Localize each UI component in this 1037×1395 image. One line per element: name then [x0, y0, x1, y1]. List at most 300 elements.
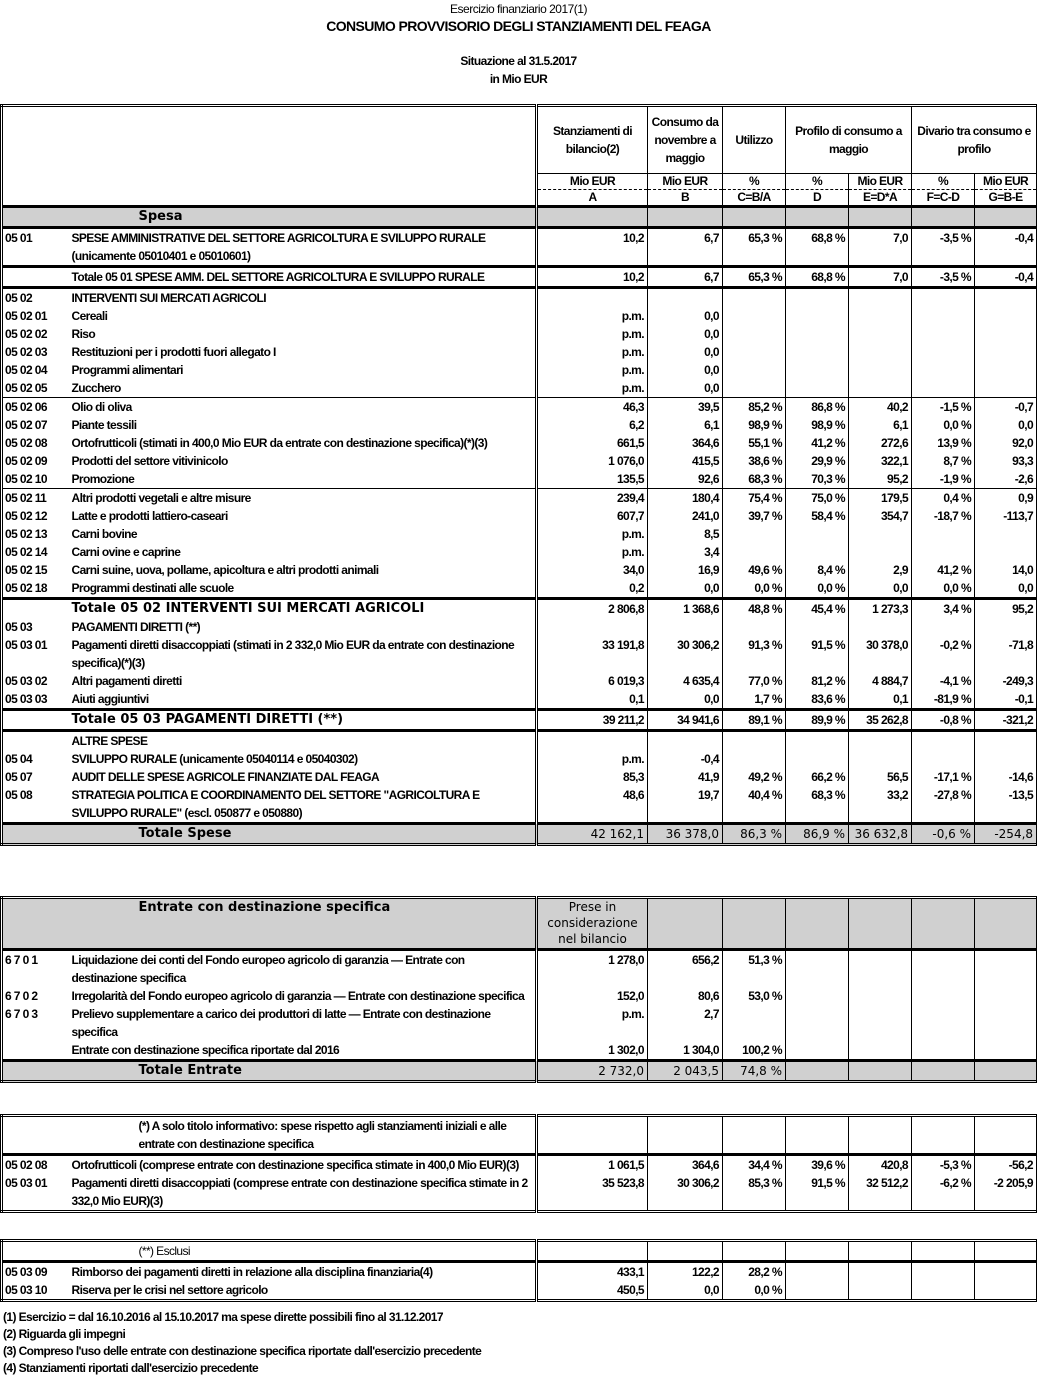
unit-label: % — [723, 174, 786, 190]
row-code: 05 02 08 — [2, 434, 69, 452]
value-g: -321,2 — [975, 710, 1037, 731]
value-b: 180,4 — [648, 489, 723, 508]
value-e: 35 262,8 — [849, 710, 912, 731]
value-b: 0,0 — [648, 325, 723, 343]
value-g: -56,2 — [975, 1155, 1037, 1175]
total-c: 74,8 % — [723, 1061, 786, 1082]
table-row — [2, 507, 1037, 525]
table-row — [2, 579, 1037, 599]
value-c: 0,0 % — [723, 579, 786, 599]
value-e: 30 378,0 — [849, 636, 912, 672]
value-d: 29,9 % — [786, 452, 849, 470]
value-e — [849, 618, 912, 636]
value-a: 661,5 — [537, 434, 648, 452]
value-f: -4,1 % — [912, 672, 975, 690]
table-row — [2, 1281, 1037, 1301]
value-f — [912, 361, 975, 379]
row-code: 05 04 — [2, 750, 69, 768]
value-a: 239,4 — [537, 489, 648, 508]
value-a: p.m. — [537, 543, 648, 561]
table-row — [2, 786, 1037, 824]
excluded-label: (**) Esclusi — [69, 1241, 537, 1262]
row-code: 05 01 — [2, 228, 69, 267]
row-description: Prodotti del settore vitivinicolo — [69, 452, 537, 470]
value-g — [975, 361, 1037, 379]
row-code: 05 02 13 — [2, 525, 69, 543]
row-code: 6 7 0 1 — [2, 950, 69, 988]
value-a: 35 523,8 — [537, 1174, 648, 1212]
value-e — [849, 343, 912, 361]
value-g: -0,4 — [975, 228, 1037, 267]
table-row — [2, 710, 1037, 731]
value-c: 100,2 % — [723, 1041, 786, 1061]
value-f — [912, 543, 975, 561]
value-b: 122,2 — [648, 1262, 723, 1282]
unit-label: % — [786, 174, 849, 190]
value-a: 85,3 — [537, 768, 648, 786]
value-g — [975, 379, 1037, 398]
row-description: INTERVENTI SUI MERCATI AGRICOLI — [69, 288, 537, 308]
value-c: 68,3 % — [723, 470, 786, 489]
col-header-b: Consumo da novembre a maggio — [648, 106, 723, 174]
value-c: 39,7 % — [723, 507, 786, 525]
value-f: -5,3 % — [912, 1155, 975, 1175]
total-b: 2 043,5 — [648, 1061, 723, 1082]
row-description: PAGAMENTI DIRETTI (**) — [69, 618, 537, 636]
row-description: Ortofrutticoli (comprese entrate con destinazione specifica stimate in 400,0 Mio EUR)(3) — [69, 1155, 537, 1175]
value-e: 420,8 — [849, 1155, 912, 1175]
total-a: 2 732,0 — [537, 1061, 648, 1082]
table-row — [2, 731, 1037, 751]
total-e: 36 632,8 — [849, 824, 912, 845]
table-row — [2, 599, 1037, 619]
value-a — [537, 618, 648, 636]
value-a: 34,0 — [537, 561, 648, 579]
value-e: 7,0 — [849, 267, 912, 288]
value-d: 81,2 % — [786, 672, 849, 690]
row-code: 05 02 02 — [2, 325, 69, 343]
formula-label: G=B-E — [975, 190, 1037, 207]
value-a: 10,2 — [537, 267, 648, 288]
row-code: 05 03 01 — [2, 1174, 69, 1212]
unit-label: Mio EUR — [975, 174, 1037, 190]
total-g: -254,8 — [975, 824, 1037, 845]
row-description: Ortofrutticoli (stimati in 400,0 Mio EUR da entrate con destinazione specifica)(*)(3) — [69, 434, 537, 452]
fiscal-year: Esercizio finanziario 2017(1) — [450, 2, 587, 16]
section-label-entrate: Entrate con destinazione specifica — [69, 898, 537, 950]
value-c — [723, 379, 786, 398]
row-code: 05 03 09 — [2, 1262, 69, 1282]
table-row — [2, 672, 1037, 690]
value-c: 34,4 % — [723, 1155, 786, 1175]
value-a: p.m. — [537, 343, 648, 361]
value-a: p.m. — [537, 307, 648, 325]
value-f: -0,2 % — [912, 636, 975, 672]
value-c: 89,1 % — [723, 710, 786, 731]
value-a: 1 302,0 — [537, 1041, 648, 1061]
row-code: 05 02 04 — [2, 361, 69, 379]
informative-table — [0, 1114, 1037, 1213]
value-g: -2 205,9 — [975, 1174, 1037, 1212]
table-row — [2, 636, 1037, 672]
spending-table — [0, 104, 1037, 846]
value-b: 39,5 — [648, 398, 723, 417]
value-f: -18,7 % — [912, 507, 975, 525]
table-row — [2, 434, 1037, 452]
row-code: 6 7 0 2 — [2, 987, 69, 1005]
row-description: STRATEGIA POLITICA E COORDINAMENTO DEL SETTORE "AGRICOLTURA E SVILUPPO RURALE" (escl. 050877 e 050880) — [69, 786, 537, 824]
value-c: 38,6 % — [723, 452, 786, 470]
value-f: -81,9 % — [912, 690, 975, 710]
value-d: 8,4 % — [786, 561, 849, 579]
value-f: -1,9 % — [912, 470, 975, 489]
value-c: 48,8 % — [723, 599, 786, 619]
value-a: p.m. — [537, 361, 648, 379]
table-row — [2, 525, 1037, 543]
value-a: 46,3 — [537, 398, 648, 417]
value-b: 0,0 — [648, 379, 723, 398]
total-label: Totale Spese — [69, 824, 537, 845]
value-e: 6,1 — [849, 416, 912, 434]
value-c — [723, 361, 786, 379]
value-c: 55,1 % — [723, 434, 786, 452]
value-d: 83,6 % — [786, 690, 849, 710]
total-b: 36 378,0 — [648, 824, 723, 845]
value-c: 53,0 % — [723, 987, 786, 1005]
row-code — [2, 731, 69, 751]
value-d — [786, 543, 849, 561]
value-g: 95,2 — [975, 599, 1037, 619]
formula-label: D — [786, 190, 849, 207]
value-f: -6,2 % — [912, 1174, 975, 1212]
row-description: Carni ovine e caprine — [69, 543, 537, 561]
value-c: 40,4 % — [723, 786, 786, 824]
value-d — [786, 325, 849, 343]
total-row — [2, 1061, 1037, 1082]
value-d — [786, 361, 849, 379]
row-code: 05 03 01 — [2, 636, 69, 672]
row-description: Altri prodotti vegetali e altre misure — [69, 489, 537, 508]
value-e — [849, 307, 912, 325]
value-a: 1 061,5 — [537, 1155, 648, 1175]
table-row — [2, 750, 1037, 768]
formula-label: C=B/A — [723, 190, 786, 207]
value-a — [537, 288, 648, 308]
value-b: 0,0 — [648, 1281, 723, 1301]
value-b: 415,5 — [648, 452, 723, 470]
value-a: 1 278,0 — [537, 950, 648, 988]
value-e — [849, 288, 912, 308]
value-c — [723, 750, 786, 768]
row-description: Pagamenti diretti disaccoppiati (comprese entrate con destinazione specifica stimate in 2 332,0 Mio EUR)(3) — [69, 1174, 537, 1212]
header-blank — [69, 106, 537, 207]
value-e: 33,2 — [849, 786, 912, 824]
value-g: 92,0 — [975, 434, 1037, 452]
table-row — [2, 618, 1037, 636]
value-b: 6,7 — [648, 267, 723, 288]
value-f — [912, 325, 975, 343]
col-header-de: Profilo di consumo a maggio — [786, 106, 912, 174]
section-label-spesa: Spesa — [69, 207, 537, 228]
value-g — [975, 750, 1037, 768]
value-e — [849, 361, 912, 379]
row-description: Irregolarità del Fondo europeo agricolo di garanzia — Entrate con destinazione specifica — [69, 987, 537, 1005]
value-d: 91,5 % — [786, 1174, 849, 1212]
value-c: 77,0 % — [723, 672, 786, 690]
value-d: 68,8 % — [786, 228, 849, 267]
value-g: -113,7 — [975, 507, 1037, 525]
row-description: Carni suine, uova, pollame, apicoltura e altri prodotti animali — [69, 561, 537, 579]
table-row — [2, 950, 1037, 988]
value-e: 7,0 — [849, 228, 912, 267]
row-description: Piante tessili — [69, 416, 537, 434]
row-description: Latte e prodotti lattiero-caseari — [69, 507, 537, 525]
value-g: -0,1 — [975, 690, 1037, 710]
row-description: Altri pagamenti diretti — [69, 672, 537, 690]
value-d: 86,8 % — [786, 398, 849, 417]
value-c: 98,9 % — [723, 416, 786, 434]
table-row — [2, 1041, 1037, 1061]
unit-label: in Mio EUR — [489, 72, 548, 86]
row-code: 05 02 15 — [2, 561, 69, 579]
value-c: 49,6 % — [723, 561, 786, 579]
value-b: 19,7 — [648, 786, 723, 824]
value-g — [975, 543, 1037, 561]
value-a — [537, 731, 648, 751]
value-d — [786, 731, 849, 751]
value-f — [912, 379, 975, 398]
footnotes — [3, 1309, 481, 1377]
value-g: 14,0 — [975, 561, 1037, 579]
footnote: (2) Riguarda gli impegni — [3, 1327, 126, 1341]
row-description: Programmi destinati alle scuole — [69, 579, 537, 599]
formula-label: A — [537, 190, 648, 207]
row-description: Totale 05 03 PAGAMENTI DIRETTI (**) — [69, 710, 537, 731]
value-f — [912, 731, 975, 751]
value-d: 70,3 % — [786, 470, 849, 489]
row-code: 05 02 06 — [2, 398, 69, 417]
row-description: Totale 05 01 SPESE AMM. DEL SETTORE AGRICOLTURA E SVILUPPO RURALE — [69, 267, 537, 288]
row-description: Totale 05 02 INTERVENTI SUI MERCATI AGRICOLI — [69, 599, 537, 619]
value-a: 33 191,8 — [537, 636, 648, 672]
table-row — [2, 379, 1037, 398]
row-code: 05 03 — [2, 618, 69, 636]
value-g: 0,0 — [975, 579, 1037, 599]
value-e — [849, 731, 912, 751]
value-d — [786, 307, 849, 325]
table-row — [2, 325, 1037, 343]
value-g: 93,3 — [975, 452, 1037, 470]
value-d: 45,4 % — [786, 599, 849, 619]
value-c — [723, 343, 786, 361]
value-e — [849, 525, 912, 543]
total-label: Totale Entrate — [69, 1061, 537, 1082]
value-c: 75,4 % — [723, 489, 786, 508]
value-d: 91,5 % — [786, 636, 849, 672]
row-code: 05 02 03 — [2, 343, 69, 361]
value-a: 152,0 — [537, 987, 648, 1005]
value-f: 0,0 % — [912, 416, 975, 434]
value-d — [786, 750, 849, 768]
row-code — [2, 710, 69, 731]
row-code: 05 02 09 — [2, 452, 69, 470]
value-b: 16,9 — [648, 561, 723, 579]
row-description: Riso — [69, 325, 537, 343]
row-description: Restituzioni per i prodotti fuori allegato I — [69, 343, 537, 361]
row-code: 05 02 01 — [2, 307, 69, 325]
total-a: 42 162,1 — [537, 824, 648, 845]
value-b: 6,7 — [648, 228, 723, 267]
value-c — [723, 731, 786, 751]
row-code: 05 08 — [2, 786, 69, 824]
value-f — [912, 750, 975, 768]
table-row — [2, 561, 1037, 579]
value-b: 1 304,0 — [648, 1041, 723, 1061]
value-e — [849, 325, 912, 343]
value-a: p.m. — [537, 750, 648, 768]
value-b — [648, 288, 723, 308]
value-c: 1,7 % — [723, 690, 786, 710]
value-b: 6,1 — [648, 416, 723, 434]
value-a: 433,1 — [537, 1262, 648, 1282]
value-g — [975, 307, 1037, 325]
value-a: p.m. — [537, 1005, 648, 1041]
table-row — [2, 470, 1037, 489]
value-f — [912, 343, 975, 361]
row-description: AUDIT DELLE SPESE AGRICOLE FINANZIATE DAL FEAGA — [69, 768, 537, 786]
row-code: 05 02 12 — [2, 507, 69, 525]
value-c: 49,2 % — [723, 768, 786, 786]
page-title: CONSUMO PROVVISORIO DEGLI STANZIAMENTI DEL FEAGA — [326, 18, 711, 34]
value-c: 65,3 % — [723, 228, 786, 267]
value-b: 2,7 — [648, 1005, 723, 1041]
table-row — [2, 288, 1037, 308]
value-a: p.m. — [537, 525, 648, 543]
value-e: 95,2 — [849, 470, 912, 489]
value-f: 41,2 % — [912, 561, 975, 579]
value-f: 0,0 % — [912, 579, 975, 599]
value-f: 0,4 % — [912, 489, 975, 508]
table-row — [2, 267, 1037, 288]
header-blank — [2, 106, 69, 207]
earmarked-revenue-table — [0, 896, 1037, 1083]
row-description: ALTRE SPESE — [69, 731, 537, 751]
unit-label: Mio EUR — [648, 174, 723, 190]
row-code — [2, 267, 69, 288]
col-header-c: Utilizzo — [723, 106, 786, 174]
situation-date: Situazione al 31.5.2017 — [460, 54, 577, 68]
value-a: 1 076,0 — [537, 452, 648, 470]
value-d: 75,0 % — [786, 489, 849, 508]
col-header-a: Stanziamenti di bilancio(2) — [537, 106, 648, 174]
row-description: Cereali — [69, 307, 537, 325]
row-description: Entrate con destinazione specifica riportate dal 2016 — [69, 1041, 537, 1061]
row-code: 05 02 05 — [2, 379, 69, 398]
row-code: 05 02 07 — [2, 416, 69, 434]
row-code: 05 07 — [2, 768, 69, 786]
table-row — [2, 398, 1037, 417]
footnote: (3) Compreso l'uso delle entrate con destinazione specifica riportate dall'esercizio precedente — [3, 1344, 482, 1358]
row-code: 05 03 10 — [2, 1281, 69, 1301]
value-e: 179,5 — [849, 489, 912, 508]
value-f: 3,4 % — [912, 599, 975, 619]
formula-label: E=D*A — [849, 190, 912, 207]
total-row — [2, 824, 1037, 845]
value-c — [723, 325, 786, 343]
value-f: -27,8 % — [912, 786, 975, 824]
value-c: 85,2 % — [723, 398, 786, 417]
value-a: 48,6 — [537, 786, 648, 824]
value-a: 39 211,2 — [537, 710, 648, 731]
value-g: 0,0 — [975, 416, 1037, 434]
value-b: 0,0 — [648, 579, 723, 599]
row-code: 05 03 03 — [2, 690, 69, 710]
value-e: 4 884,7 — [849, 672, 912, 690]
value-c: 65,3 % — [723, 267, 786, 288]
value-g — [975, 731, 1037, 751]
value-e: 322,1 — [849, 452, 912, 470]
row-code: 05 02 14 — [2, 543, 69, 561]
table-row — [2, 416, 1037, 434]
row-description: Riserva per le crisi nel settore agricolo — [69, 1281, 537, 1301]
value-d: 66,2 % — [786, 768, 849, 786]
value-c: 0,0 % — [723, 1281, 786, 1301]
value-a: 135,5 — [537, 470, 648, 489]
value-d — [786, 288, 849, 308]
row-code: 05 02 08 — [2, 1155, 69, 1175]
row-description: Zucchero — [69, 379, 537, 398]
value-c — [723, 525, 786, 543]
value-c — [723, 543, 786, 561]
value-f: -1,5 % — [912, 398, 975, 417]
formula-label: B — [648, 190, 723, 207]
value-b: 92,6 — [648, 470, 723, 489]
row-description: Carni bovine — [69, 525, 537, 543]
value-f: -17,1 % — [912, 768, 975, 786]
value-f — [912, 618, 975, 636]
value-b: 4 635,4 — [648, 672, 723, 690]
table-row — [2, 987, 1037, 1005]
value-e — [849, 379, 912, 398]
table-row — [2, 452, 1037, 470]
value-a: 450,5 — [537, 1281, 648, 1301]
value-e — [849, 543, 912, 561]
value-g: -71,8 — [975, 636, 1037, 672]
row-description: Prelievo supplementare a carico dei produttori di latte — Entrate con destinazione specifica — [69, 1005, 537, 1041]
value-b — [648, 618, 723, 636]
unit-label: Mio EUR — [849, 174, 912, 190]
value-b: 0,0 — [648, 690, 723, 710]
value-b: 41,9 — [648, 768, 723, 786]
table-row — [2, 1005, 1037, 1041]
row-code: 05 02 18 — [2, 579, 69, 599]
total-d: 86,9 % — [786, 824, 849, 845]
table-row — [2, 489, 1037, 508]
footnote: (1) Esercizio = dal 16.10.2016 al 15.10.2017 ma spese dirette possibili fino al 31.12.2017 — [3, 1310, 443, 1324]
value-f — [912, 525, 975, 543]
value-e: 0,0 — [849, 579, 912, 599]
value-f: -0,8 % — [912, 710, 975, 731]
table-row — [2, 343, 1037, 361]
row-code: 05 02 10 — [2, 470, 69, 489]
row-description: SPESE AMMINISTRATIVE DEL SETTORE AGRICOLTURA E SVILUPPO RURALE (unicamente 05010401 e 05010601) — [69, 228, 537, 267]
value-g: 0,9 — [975, 489, 1037, 508]
value-g: -0,4 — [975, 267, 1037, 288]
row-description: Programmi alimentari — [69, 361, 537, 379]
value-c — [723, 618, 786, 636]
value-b: 364,6 — [648, 434, 723, 452]
value-b: 3,4 — [648, 543, 723, 561]
